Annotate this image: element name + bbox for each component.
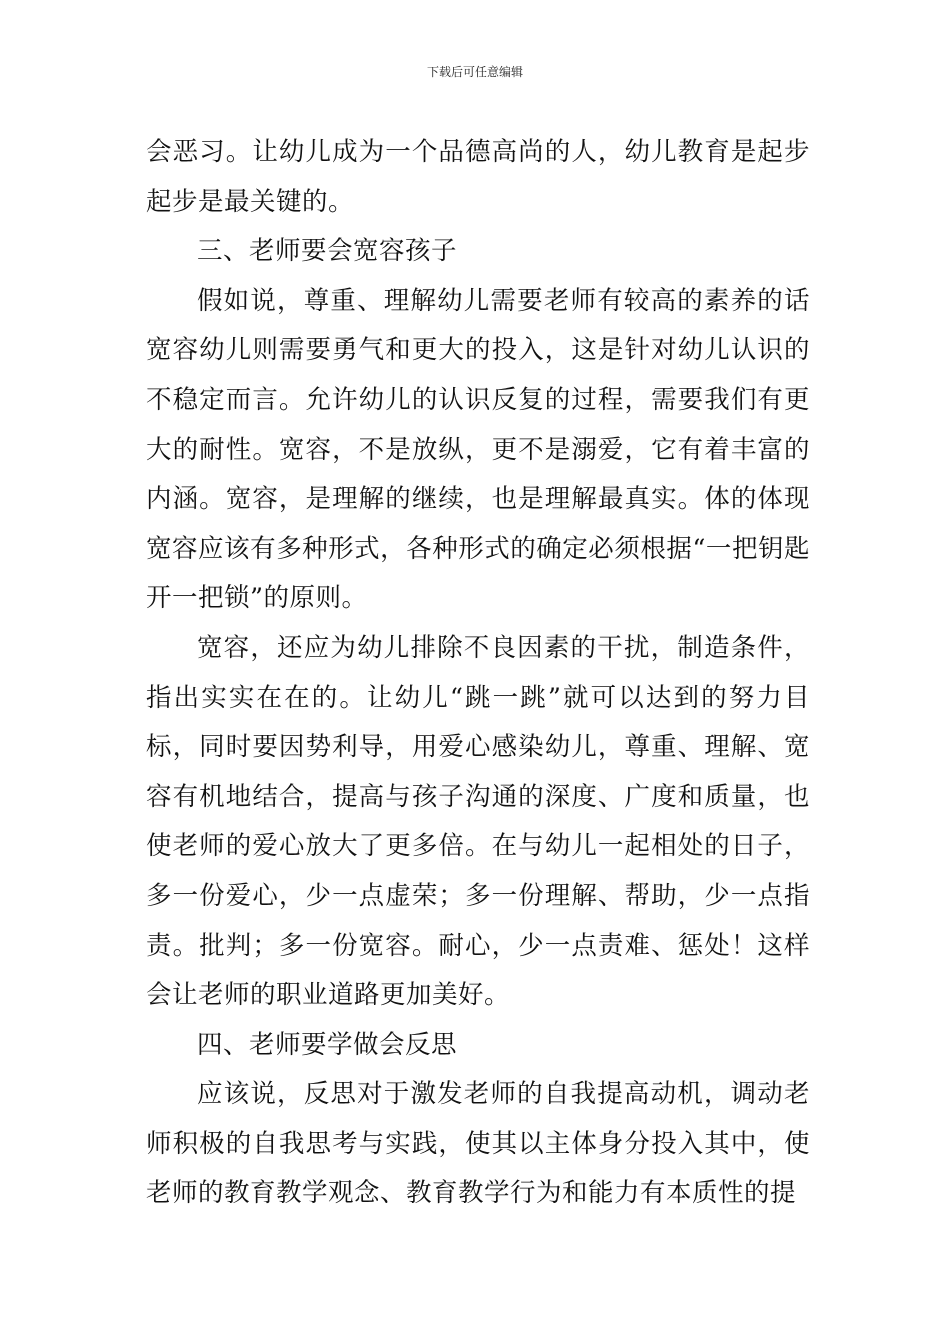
page-header: 下载后可任意编辑 xyxy=(426,65,523,79)
section-heading-3: 三、老师要会宽容孩子 xyxy=(197,236,458,267)
paragraph-2: 假如说，尊重、理解幼儿需要老师有较高的素养的话宽容幼儿则需要勇气和更大的投入，这是针对幼儿认识的不稳定而言。允许幼儿的认识反复的过程，需要我们有更大的耐性。宽容，不是放纵，更不是溺爱，它有着丰富的内涵。宽容，是理解的继续，也是理解最真实。体的体现宽容应该有多种形式，各种形式的确定必须根据“一把钥匙开一把锁”的原则。 xyxy=(146,285,810,614)
section-heading-4: 四、老师要学做会反思 xyxy=(197,1029,458,1060)
paragraph-3: 宽容，还应为幼儿排除不良因素的干扰，制造条件，指出实实在在的。让幼儿“跳一跳”就可以达到的努力目标，同时要因势利导，用爱心感染幼儿，尊重、理解、宽容有机地结合，提高与孩子沟通的深度、广度和质量，也使老师的爱心放大了更多倍。在与幼儿一起相处的日子，多一份爱心，少一点虚荣；多一份理解、帮助，少一点指责。批判；多一份宽容。耐心，少一点责难、惩处！这样会让老师的职业道路更加美好。 xyxy=(146,632,810,1011)
paragraph-4: 应该说，反思对于激发老师的自我提高动机，调动老师积极的自我思考与实践，使其以主体身分投入其中，使老师的教育教学观念、教育教学行为和能力有本质性的提 xyxy=(146,1079,810,1209)
paragraph-1: 会恶习。让幼儿成为一个品德高尚的人，幼儿教育是起步起步是最关键的。 xyxy=(146,137,810,217)
document-body xyxy=(146,128,810,1219)
